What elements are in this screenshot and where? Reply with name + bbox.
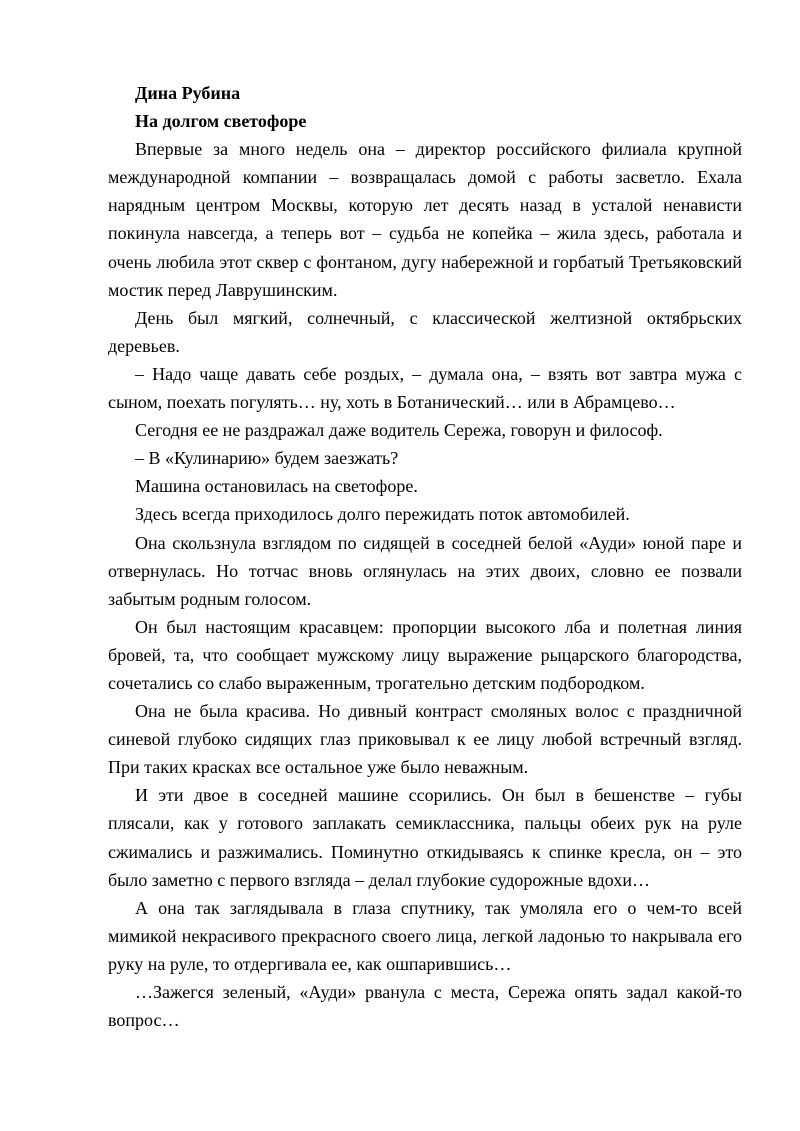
paragraph-8: Она скользнула взглядом по сидящей в соседней белой «Ауди» юной паре и отвернулась. Но тотчас вновь оглянулась на этих двоих, словно ее позвали забытым родным голосом. — [108, 532, 742, 609]
paragraph-10: Она не была красива. Но дивный контраст смоляных волос с праздничной синевой глубоко сидящих глаз приковывал к ее лицу любой встречный взгляд. При таких красках все остальное уже было неважным. — [108, 701, 742, 778]
paragraph-2: День был мягкий, солнечный, с классической желтизной октябрьских деревьев. — [108, 307, 742, 356]
paragraph-1: Впервые за много недель она – директор российского филиала крупной международной компании – возвращалась домой с работы засветло. Ехала нарядным центром Москвы, которую лет десять назад в усталой ненависти покинула навсегда, а теперь вот – судьба не копейка – жила здесь, работала и очень любила этот сквер с фонтаном, дугу набережной и горбатый Третьяковский мостик перед Лаврушинским. — [108, 139, 742, 300]
paragraph-12: А она так заглядывала в глаза спутнику, так умоляла его о чем-то всей мимикой некрасивого прекрасного своего лица, легкой ладонью то накрывала его руку на руле, то отдергивала ее, как ошпарившись… — [108, 897, 742, 974]
paragraph-11: И эти двое в соседней машине ссорились. Он был в бешенстве – губы плясали, как у готового заплакать семиклассника, пальцы обеих рук на руле сжимались и разжимались. Поминутно откидываясь к спинке кресла, он – это было заметно с первого взгляда – делал глубокие судорожные вдохи… — [108, 785, 742, 890]
document-page — [108, 79, 742, 1034]
paragraph-9: Он был настоящим красавцем: пропорции высокого лба и полетная линия бровей, та, что сообщает мужскому лицу выражение рыцарского благородства, сочетались со слабо выраженным, трогательно детским подбородком. — [108, 616, 742, 693]
paragraph-3: – Надо чаще давать себе роздых, – думала она, – взять вот завтра мужа с сыном, поехать погулять… ну, хоть в Ботанический… или в Абрамцево… — [108, 363, 742, 413]
paragraph-5: – В «Кулинарию» будем заезжать? — [135, 448, 399, 469]
paragraph-6: Машина остановилась на светофоре. — [135, 476, 418, 497]
paragraph-4: Сегодня ее не раздражал даже водитель Сережа, говорун и философ. — [135, 420, 663, 441]
story-title: На долгом светофоре — [135, 111, 307, 132]
author-name: Дина Рубина — [135, 83, 241, 103]
paragraph-7: Здесь всегда приходилось долго пережидать поток автомобилей. — [135, 504, 630, 525]
paragraph-13: …Зажегся зеленый, «Ауди» рванула с места, Сережа опять задал какой-то вопрос… — [108, 982, 742, 1031]
